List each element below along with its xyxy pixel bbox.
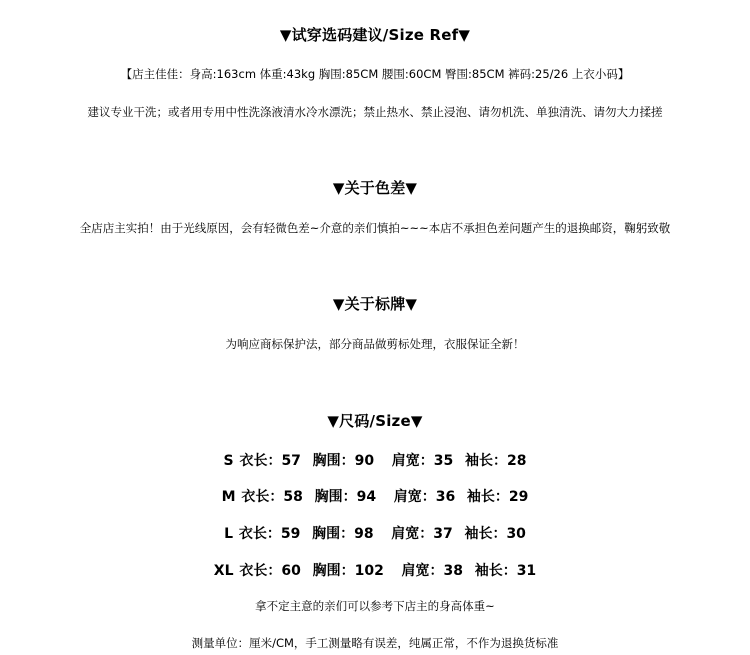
size-row: S 衣长：57 胸围：90 肩宽：35 袖长：28 <box>223 453 527 469</box>
size-row: L 衣长：59 胸围：98 肩宽：37 袖长：30 <box>224 526 526 542</box>
color-diff-heading: ▼关于色差▼ <box>332 179 418 197</box>
label-heading: ▼关于标牌▼ <box>332 295 418 313</box>
size-row: XL 衣长：60 胸围：102 肩宽：38 袖长：31 <box>213 563 537 579</box>
size-advice-note: 拿不定主意的亲们可以参考下店主的身高体重~ <box>255 599 495 613</box>
label-text: 为响应商标保护法，部分商品做剪标处理，衣服保证全新！ <box>225 337 525 351</box>
size-row: M 衣长：58 胸围：94 肩宽：36 袖长：29 <box>221 489 529 505</box>
size-ref-heading: ▼试穿选码建议/Size Ref▼ <box>279 26 471 44</box>
model-info-text: 【店主佳佳：身高:163cm 体重:43kg 胸围:85CM 腰围:60CM 臀围:85CM 裤码:25/26 上衣小码】 <box>120 67 630 81</box>
measurement-note: 测量单位：厘米/CM，手工测量略有误差，纯属正常，不作为退换货标准 <box>191 636 559 650</box>
color-diff-text: 全店店主实拍！由于光线原因，会有轻微色差~介意的亲们慎拍~~~本店不承担色差问题产生的退换邮资，鞠躬致敬 <box>79 221 671 235</box>
size-chart-heading: ▼尺码/Size▼ <box>327 412 423 430</box>
care-instructions-text: 建议专业干洗；或者用专用中性洗涤液清水冷水漂洗；禁止热水、禁止浸泡、请勿机洗、单独清洗、请勿大力揉搓 <box>87 105 663 119</box>
